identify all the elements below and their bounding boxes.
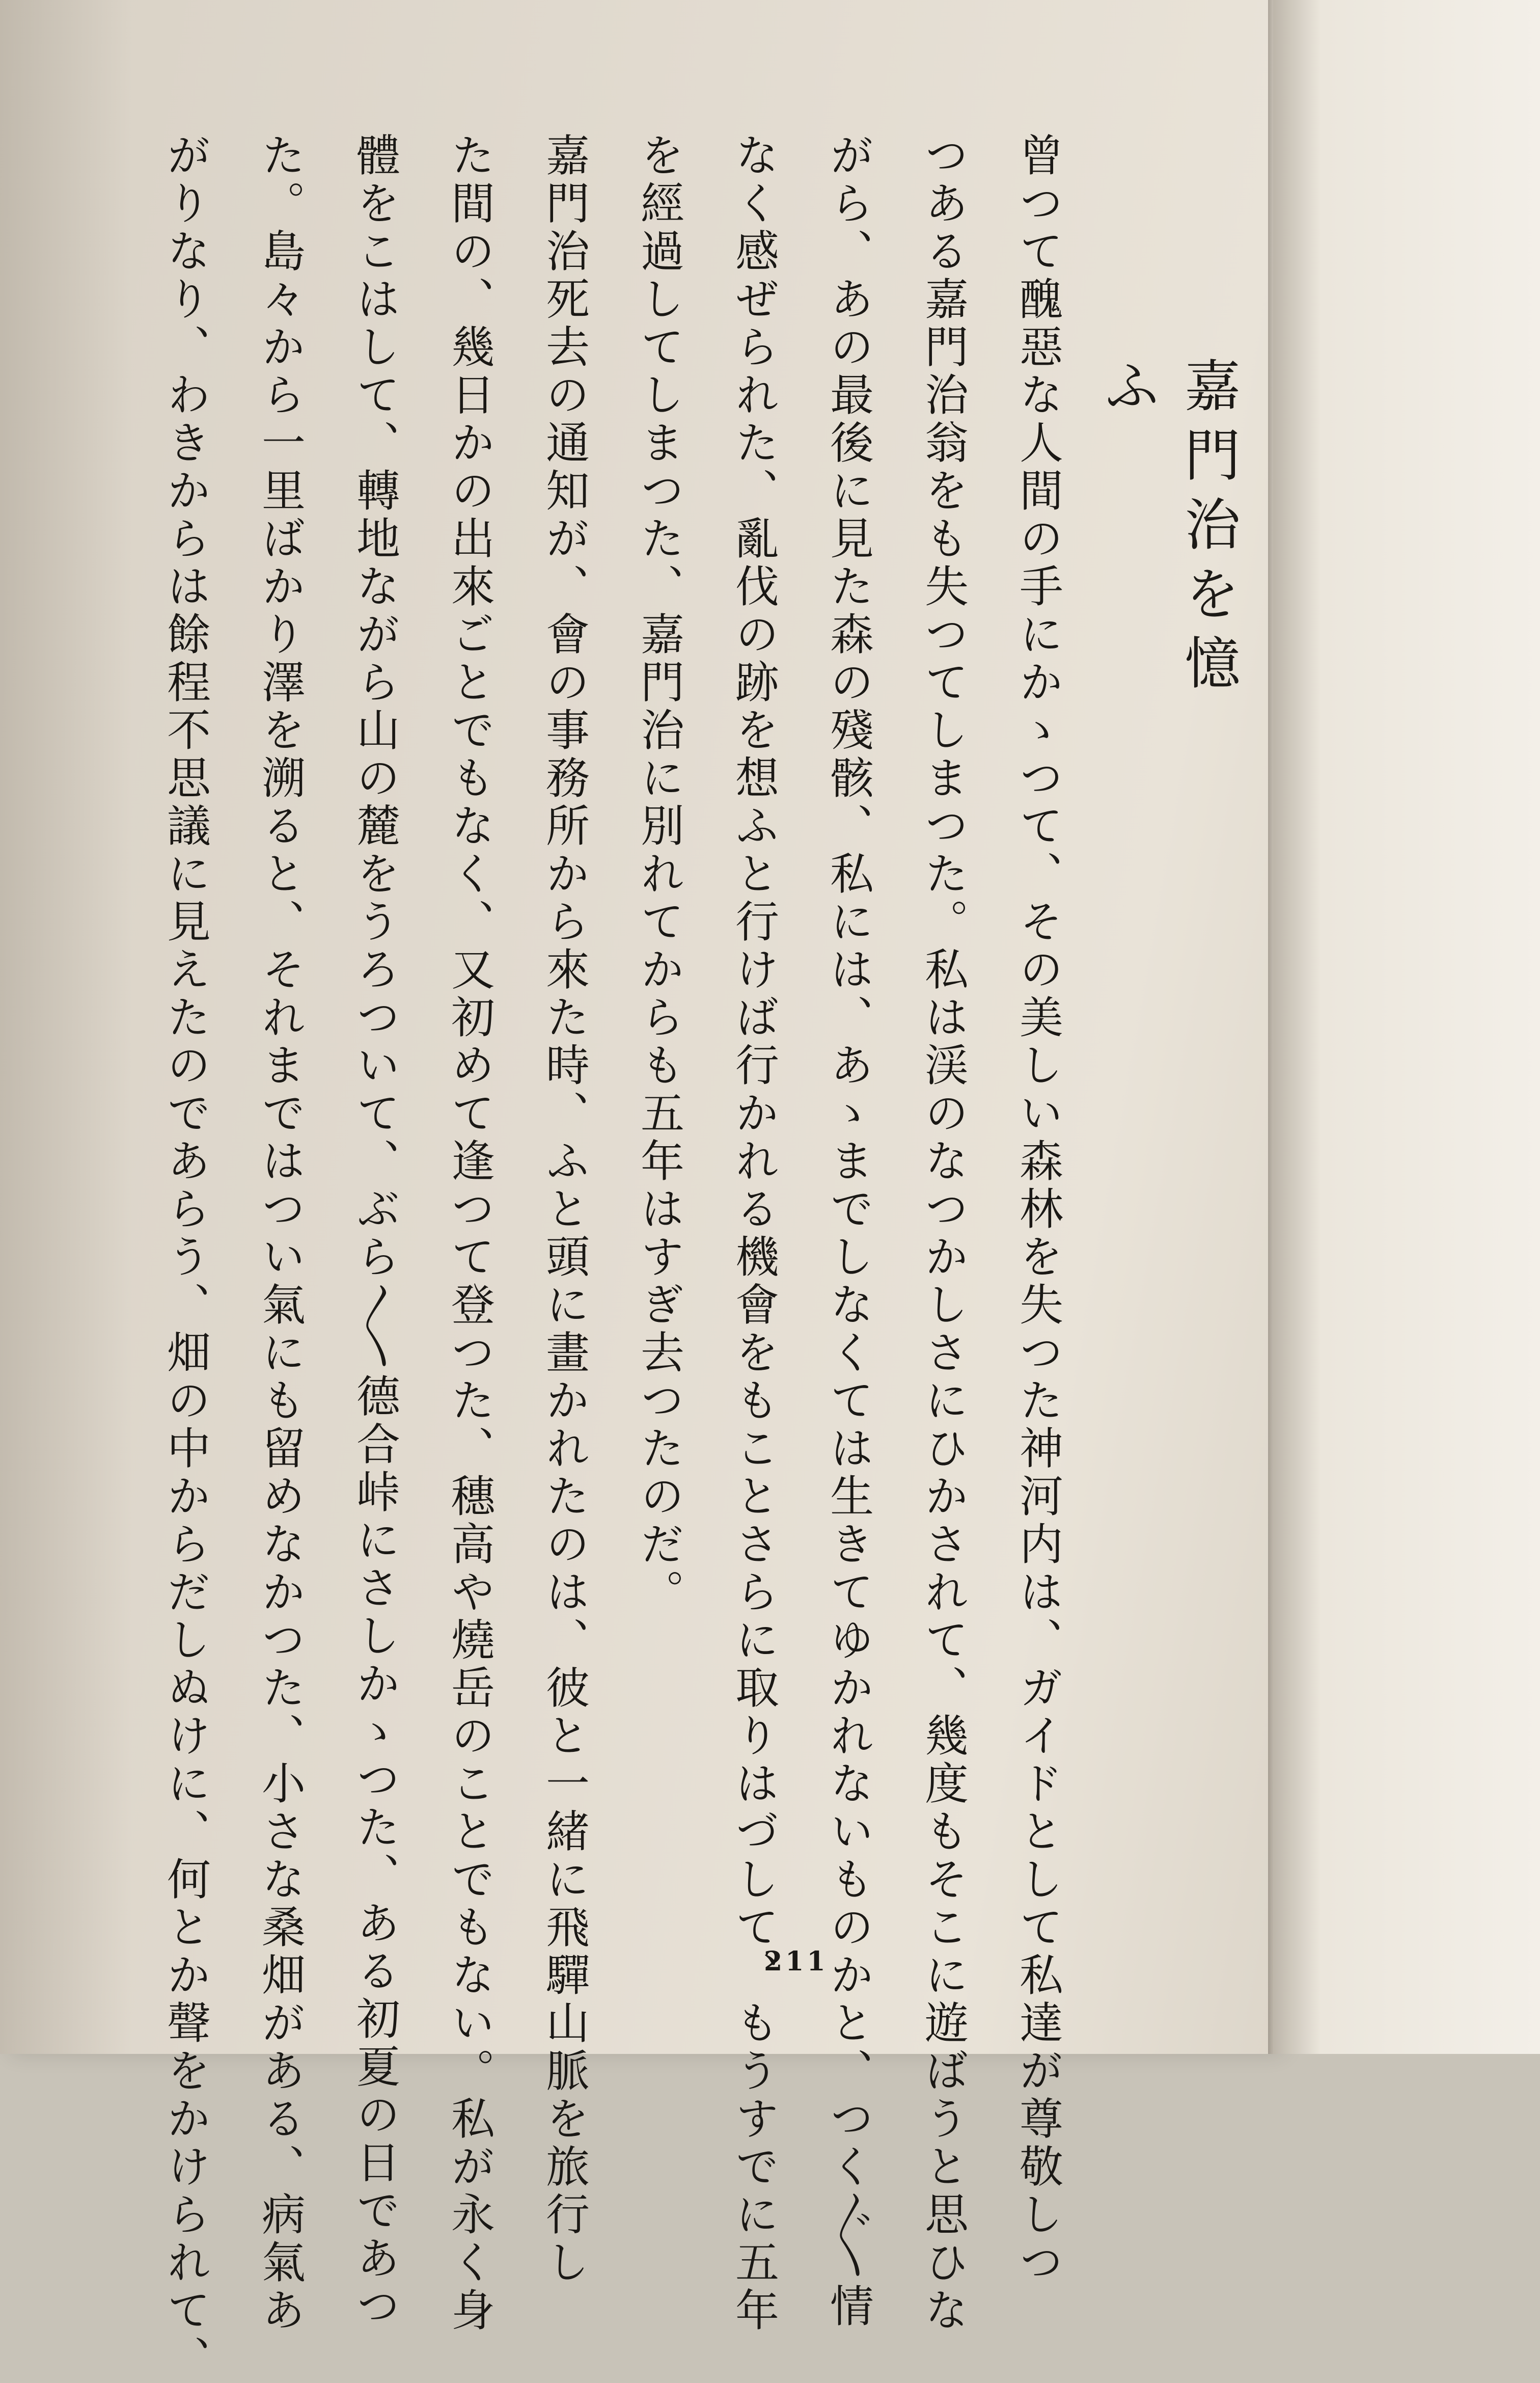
text-line: 體をこはして、轉地ながら山の麓をうろついて、ぶら〳〵德合峠にさしかゝつた、ある初夏の日であつ (349, 132, 400, 2331)
facing-page-edge (1273, 0, 1540, 2054)
text-line: がりなり、わきからは餘程不思議に見えたのであらう、畑の中からだしぬけに、何とか聲をかけられて、 (159, 132, 210, 2383)
text-line: なく感ぜられた、亂伐の跡を想ふと行けば行かれる機會をもことさらに取りはづして、もうすでに五年 (728, 132, 779, 2335)
text-line: た間の、幾日かの出來ごとでもなく、又初めて逢つて登つた、穗高や燒岳のことでもない。私が永く身 (444, 132, 494, 2335)
text-line: つある嘉門治翁をも失つてしまつた。私は渓のなつかしさにひかされて、幾度もそこに遊ばうと思ひな (917, 132, 968, 2335)
text-line: た。島々から一里ばかり澤を溯ると、それまではつい氣にも留めなかつた、小さな桑畑がある、病氣あ (254, 132, 305, 2335)
text-line: がら、あの最後に見た森の殘骸、私には、あゝまでしなくては生きてゆかれないものかと、つく〴〵情 (822, 132, 873, 2331)
text-line: を經過してしまつた、嘉門治に別れてからも五年はすぎ去つたのだ。 (633, 132, 684, 1617)
essay-title: 嘉門治を憶ふ (1095, 357, 1241, 703)
page-number: 211 (764, 1946, 829, 1977)
text-line: 嘉門治死去の通知が、會の事務所から來た時、ふと頭に畫かれたのは、彼と一緒に飛驒山脈を旅行し (538, 132, 589, 2287)
page-shadow (0, 0, 132, 2054)
text-line: 曾つて醜惡な人間の手にかゝつて、その美しい森林を失つた神河内は、ガイドとして私達が尊敬しつ (1012, 132, 1063, 2287)
